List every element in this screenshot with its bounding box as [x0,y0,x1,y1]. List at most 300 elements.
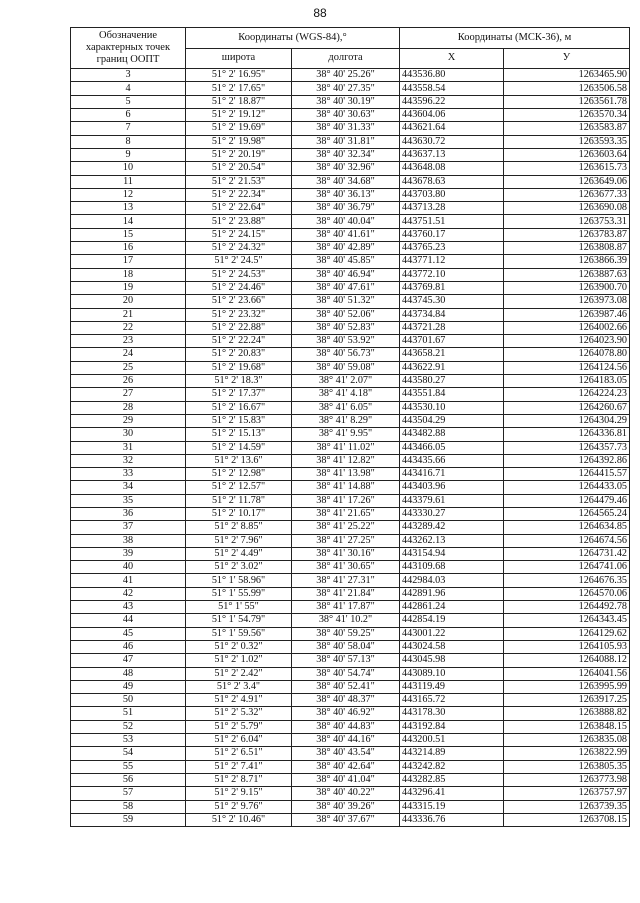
x-coordinate-cell: 443024.58 [400,640,504,653]
x-coordinate-cell: 443648.08 [400,162,504,175]
y-coordinate-cell: 1264415.57 [504,468,630,481]
x-coordinate-cell: 443658.21 [400,348,504,361]
longitude-cell: 38° 41' 13.98" [292,468,400,481]
longitude-cell: 38° 40' 40.22" [292,787,400,800]
latitude-cell: 51° 2' 5.32" [186,707,292,720]
latitude-cell: 51° 2' 6.51" [186,747,292,760]
y-coordinate-cell: 1263987.46 [504,308,630,321]
point-number-cell: 41 [71,574,186,587]
longitude-cell: 38° 40' 31.33" [292,122,400,135]
longitude-cell: 38° 40' 44.83" [292,720,400,733]
y-coordinate-cell: 1264129.62 [504,627,630,640]
point-number-cell: 21 [71,308,186,321]
table-row [71,468,630,481]
x-coordinate-cell: 443558.54 [400,82,504,95]
y-coordinate-cell: 1263465.90 [504,69,630,82]
table-row [71,255,630,268]
y-coordinate-cell: 1264078.80 [504,348,630,361]
point-number-cell: 4 [71,82,186,95]
table-row [71,69,630,82]
latitude-cell: 51° 1' 54.79" [186,614,292,627]
x-coordinate-cell: 443721.28 [400,321,504,334]
latitude-cell: 51° 2' 19.69" [186,122,292,135]
longitude-cell: 38° 41' 17.87" [292,601,400,614]
point-number-cell: 50 [71,694,186,707]
y-coordinate-cell: 1263995.99 [504,680,630,693]
x-coordinate-cell: 443200.51 [400,734,504,747]
point-number-cell: 46 [71,640,186,653]
longitude-cell: 38° 41' 27.31" [292,574,400,587]
point-number-cell: 19 [71,281,186,294]
x-coordinate-cell: 443289.42 [400,521,504,534]
y-coordinate-cell: 1263583.87 [504,122,630,135]
longitude-cell: 38° 40' 52.06" [292,308,400,321]
longitude-cell: 38° 40' 56.73" [292,348,400,361]
latitude-cell: 51° 2' 24.32" [186,242,292,255]
point-number-cell: 6 [71,109,186,122]
x-coordinate-cell: 443262.13 [400,534,504,547]
point-number-cell: 59 [71,813,186,826]
table-row [71,401,630,414]
wgs-coordinates-header: Координаты (WGS-84),° [186,28,400,49]
point-number-cell: 12 [71,188,186,201]
point-number-cell: 24 [71,348,186,361]
latitude-cell: 51° 2' 4.91" [186,694,292,707]
x-coordinate-cell: 443154.94 [400,547,504,560]
longitude-cell: 38° 41' 27.25" [292,534,400,547]
latitude-cell: 51° 2' 2.42" [186,667,292,680]
longitude-cell: 38° 40' 45.85" [292,255,400,268]
latitude-cell: 51° 2' 8.85" [186,521,292,534]
table-row [71,494,630,507]
latitude-cell: 51° 1' 55.99" [186,587,292,600]
x-coordinate-cell: 443504.29 [400,414,504,427]
y-coordinate-cell: 1263561.78 [504,95,630,108]
point-number-cell: 52 [71,720,186,733]
table-row [71,534,630,547]
latitude-cell: 51° 2' 10.17" [186,507,292,520]
y-coordinate-cell: 1263773.98 [504,773,630,786]
table-row [71,694,630,707]
x-coordinate-cell: 443751.51 [400,215,504,228]
point-number-cell: 54 [71,747,186,760]
point-number-cell: 29 [71,414,186,427]
y-coordinate-cell: 1264357.73 [504,441,630,454]
table-header [71,28,630,69]
header-row-groups [71,28,630,49]
y-coordinate-cell: 1264570.06 [504,587,630,600]
table-row [71,162,630,175]
longitude-cell: 38° 40' 59.08" [292,361,400,374]
x-coordinate-cell: 443109.68 [400,561,504,574]
longitude-cell: 38° 41' 21.65" [292,507,400,520]
table-row [71,747,630,760]
table-row [71,481,630,494]
latitude-cell: 51° 2' 18.3" [186,375,292,388]
longitude-cell: 38° 40' 51.32" [292,295,400,308]
point-number-cell: 25 [71,361,186,374]
x-coordinate-cell: 443178.30 [400,707,504,720]
table-row [71,295,630,308]
point-number-cell: 3 [71,69,186,82]
x-coordinate-cell: 443089.10 [400,667,504,680]
y-coordinate-cell: 1263603.64 [504,148,630,161]
y-coordinate-cell: 1263753.31 [504,215,630,228]
point-number-cell: 17 [71,255,186,268]
table-row [71,627,630,640]
point-number-cell: 5 [71,95,186,108]
latitude-cell: 51° 2' 18.87" [186,95,292,108]
coordinates-table [70,27,630,827]
latitude-cell: 51° 2' 5.79" [186,720,292,733]
y-coordinate-cell: 1264343.45 [504,614,630,627]
point-header-line-2: характерных точек [85,42,171,54]
y-coordinate-cell: 1264634.85 [504,521,630,534]
point-number-cell: 48 [71,667,186,680]
longitude-cell: 38° 40' 41.04" [292,773,400,786]
y-coordinate-cell: 1264565.24 [504,507,630,520]
x-coordinate-cell: 443551.84 [400,388,504,401]
table-row [71,202,630,215]
longitude-cell: 38° 40' 27.35" [292,82,400,95]
latitude-cell: 51° 2' 20.83" [186,348,292,361]
table-row [71,375,630,388]
y-coordinate-cell: 1263506.58 [504,82,630,95]
point-number-cell: 47 [71,654,186,667]
longitude-cell: 38° 41' 12.82" [292,454,400,467]
y-coordinate-cell: 1264260.67 [504,401,630,414]
latitude-cell: 51° 2' 9.15" [186,787,292,800]
y-coordinate-cell: 1264479.46 [504,494,630,507]
x-coordinate-cell: 442861.24 [400,601,504,614]
longitude-cell: 38° 40' 46.92" [292,707,400,720]
point-number-cell: 36 [71,507,186,520]
y-coordinate-cell: 1263757.97 [504,787,630,800]
latitude-cell: 51° 2' 24.15" [186,228,292,241]
longitude-cell: 38° 41' 25.22" [292,521,400,534]
longitude-cell: 38° 41' 2.07" [292,375,400,388]
x-coordinate-cell: 443734.84 [400,308,504,321]
table-row [71,680,630,693]
point-number-cell: 53 [71,734,186,747]
y-coordinate-cell: 1264023.90 [504,335,630,348]
point-number-cell: 11 [71,175,186,188]
point-number-cell: 7 [71,122,186,135]
x-coordinate-cell: 443713.28 [400,202,504,215]
x-coordinate-cell: 442891.96 [400,587,504,600]
y-coordinate-cell: 1264002.66 [504,321,630,334]
longitude-cell: 38° 41' 17.26" [292,494,400,507]
longitude-cell: 38° 40' 30.63" [292,109,400,122]
table-row [71,760,630,773]
point-number-cell: 38 [71,534,186,547]
x-coordinate-cell: 443536.80 [400,69,504,82]
point-number-cell: 9 [71,148,186,161]
latitude-cell: 51° 2' 21.53" [186,175,292,188]
longitude-cell: 38° 40' 52.41" [292,680,400,693]
table-row [71,654,630,667]
table-body [71,69,630,827]
point-header-line-1: Обозначение [98,30,158,41]
latitude-cell: 51° 2' 24.5" [186,255,292,268]
latitude-cell: 51° 2' 22.64" [186,202,292,215]
table-row [71,361,630,374]
y-coordinate-cell: 1264041.56 [504,667,630,680]
y-coordinate-cell: 1264741.06 [504,561,630,574]
y-coordinate-cell: 1263900.70 [504,281,630,294]
point-number-cell: 49 [71,680,186,693]
latitude-cell: 51° 2' 12.98" [186,468,292,481]
longitude-cell: 38° 41' 8.29" [292,414,400,427]
y-coordinate-cell: 1264392.86 [504,454,630,467]
table-row [71,734,630,747]
latitude-cell: 51° 2' 15.13" [186,428,292,441]
longitude-cell: 38° 40' 54.74" [292,667,400,680]
table-row [71,813,630,826]
longitude-cell: 38° 41' 10.2" [292,614,400,627]
table-row [71,414,630,427]
latitude-cell: 51° 2' 0.32" [186,640,292,653]
y-coordinate-cell: 1263739.35 [504,800,630,813]
y-coordinate-cell: 1264105.93 [504,640,630,653]
latitude-cell: 51° 2' 12.57" [186,481,292,494]
latitude-cell: 51° 2' 22.24" [186,335,292,348]
point-number-cell: 56 [71,773,186,786]
point-number-cell: 32 [71,454,186,467]
y-coordinate-cell: 1264088.12 [504,654,630,667]
y-coordinate-cell: 1263593.35 [504,135,630,148]
point-number-cell: 40 [71,561,186,574]
point-number-cell: 57 [71,787,186,800]
point-number-cell: 43 [71,601,186,614]
y-coordinate-cell: 1264492.78 [504,601,630,614]
longitude-cell: 38° 41' 11.02" [292,441,400,454]
point-number-cell: 8 [71,135,186,148]
latitude-cell: 51° 2' 7.41" [186,760,292,773]
longitude-cell: 38° 41' 30.16" [292,547,400,560]
point-number-cell: 35 [71,494,186,507]
latitude-cell: 51° 2' 22.34" [186,188,292,201]
longitude-cell: 38° 40' 53.92" [292,335,400,348]
latitude-cell: 51° 2' 20.19" [186,148,292,161]
point-header-line-3: границ ООПТ [96,54,160,66]
table-row [71,574,630,587]
latitude-cell: 51° 2' 16.95" [186,69,292,82]
longitude-cell: 38° 40' 44.16" [292,734,400,747]
longitude-cell: 38° 40' 42.64" [292,760,400,773]
longitude-cell: 38° 40' 58.04" [292,640,400,653]
x-coordinate-cell: 443604.06 [400,109,504,122]
x-coordinate-cell: 443379.61 [400,494,504,507]
y-coordinate-cell: 1263570.34 [504,109,630,122]
y-coordinate-cell: 1263783.87 [504,228,630,241]
table-row [71,547,630,560]
table-row [71,640,630,653]
point-number-cell: 22 [71,321,186,334]
table-row [71,787,630,800]
y-coordinate-cell: 1264224.23 [504,388,630,401]
y-coordinate-cell: 1264336.81 [504,428,630,441]
latitude-cell: 51° 2' 1.02" [186,654,292,667]
y-coordinate-cell: 1263866.39 [504,255,630,268]
latitude-cell: 51° 2' 19.12" [186,109,292,122]
latitude-cell: 51° 2' 24.46" [186,281,292,294]
point-number-cell: 18 [71,268,186,281]
longitude-cell: 38° 40' 34.68" [292,175,400,188]
table-row [71,122,630,135]
table-row [71,667,630,680]
longitude-cell: 38° 40' 57.13" [292,654,400,667]
longitude-cell: 38° 40' 36.79" [292,202,400,215]
x-coordinate-cell: 443765.23 [400,242,504,255]
y-coordinate-cell: 1263677.33 [504,188,630,201]
table-row [71,707,630,720]
table-row [71,308,630,321]
latitude-cell: 51° 2' 10.46" [186,813,292,826]
table-row [71,109,630,122]
longitude-cell: 38° 40' 32.34" [292,148,400,161]
x-coordinate-cell: 443630.72 [400,135,504,148]
point-number-cell: 30 [71,428,186,441]
longitude-cell: 38° 40' 48.37" [292,694,400,707]
point-number-cell: 34 [71,481,186,494]
longitude-cell: 38° 40' 42.89" [292,242,400,255]
y-coordinate-cell: 1263835.08 [504,734,630,747]
table-row [71,587,630,600]
point-number-cell: 51 [71,707,186,720]
table-row [71,335,630,348]
longitude-cell: 38° 40' 52.83" [292,321,400,334]
x-coordinate-cell: 443336.76 [400,813,504,826]
y-coordinate-cell: 1263615.73 [504,162,630,175]
longitude-cell: 38° 40' 37.67" [292,813,400,826]
table-row [71,614,630,627]
x-coordinate-cell: 443214.89 [400,747,504,760]
latitude-cell: 51° 2' 3.02" [186,561,292,574]
longitude-cell: 38° 41' 21.84" [292,587,400,600]
x-coordinate-cell: 443416.71 [400,468,504,481]
point-number-cell: 20 [71,295,186,308]
x-coordinate-cell: 442984.03 [400,574,504,587]
x-coordinate-cell: 443596.22 [400,95,504,108]
point-number-cell: 28 [71,401,186,414]
x-coordinate-cell: 443637.13 [400,148,504,161]
x-coordinate-cell: 443769.81 [400,281,504,294]
longitude-cell: 38° 41' 4.18" [292,388,400,401]
y-coordinate-cell: 1263690.08 [504,202,630,215]
longitude-cell: 38° 40' 36.13" [292,188,400,201]
x-coordinate-cell: 443772.10 [400,268,504,281]
longitude-cell: 38° 40' 46.94" [292,268,400,281]
y-coordinate-cell: 1264674.56 [504,534,630,547]
latitude-cell: 51° 2' 16.67" [186,401,292,414]
x-coordinate-cell: 443282.85 [400,773,504,786]
y-coordinate-cell: 1264433.05 [504,481,630,494]
table-row [71,175,630,188]
table-row [71,215,630,228]
x-coordinate-cell: 443760.17 [400,228,504,241]
table-row [71,95,630,108]
y-coordinate-cell: 1263649.06 [504,175,630,188]
table-row [71,268,630,281]
longitude-cell: 38° 40' 40.04" [292,215,400,228]
y-coordinate-cell: 1263708.15 [504,813,630,826]
x-coordinate-cell: 443701.67 [400,335,504,348]
table-row [71,82,630,95]
x-coordinate-cell: 443482.88 [400,428,504,441]
point-number-cell: 13 [71,202,186,215]
latitude-cell: 51° 2' 4.49" [186,547,292,560]
latitude-cell: 51° 2' 17.65" [186,82,292,95]
x-header: X [400,49,504,69]
latitude-cell: 51° 2' 17.37" [186,388,292,401]
table-row [71,188,630,201]
point-number-cell: 14 [71,215,186,228]
latitude-cell: 51° 1' 55" [186,601,292,614]
x-coordinate-cell: 443330.27 [400,507,504,520]
table-row [71,242,630,255]
msk-coordinates-header: Координаты (МСК-36), м [400,28,630,49]
page-number: 88 [313,6,327,20]
table-row [71,800,630,813]
x-coordinate-cell: 443435.66 [400,454,504,467]
y-coordinate-cell: 1263805.35 [504,760,630,773]
x-coordinate-cell: 443622.91 [400,361,504,374]
table-row [71,228,630,241]
x-coordinate-cell: 443403.96 [400,481,504,494]
longitude-cell: 38° 40' 39.26" [292,800,400,813]
point-number-cell: 31 [71,441,186,454]
point-number-cell: 39 [71,547,186,560]
x-coordinate-cell: 442854.19 [400,614,504,627]
point-number-cell: 55 [71,760,186,773]
table-row [71,321,630,334]
point-number-cell: 10 [71,162,186,175]
point-number-cell: 45 [71,627,186,640]
longitude-cell: 38° 40' 25.26" [292,69,400,82]
point-number-cell: 42 [71,587,186,600]
longitude-cell: 38° 40' 32.96" [292,162,400,175]
table-row [71,135,630,148]
latitude-cell: 51° 2' 8.71" [186,773,292,786]
y-coordinate-cell: 1263973.08 [504,295,630,308]
y-coordinate-cell: 1264183.05 [504,375,630,388]
x-coordinate-cell: 443771.12 [400,255,504,268]
x-coordinate-cell: 443745.30 [400,295,504,308]
point-number-cell: 33 [71,468,186,481]
point-number-cell: 58 [71,800,186,813]
x-coordinate-cell: 443119.49 [400,680,504,693]
y-coordinate-cell: 1263917.25 [504,694,630,707]
x-coordinate-cell: 443466.05 [400,441,504,454]
table-row [71,601,630,614]
y-coordinate-cell: 1264676.35 [504,574,630,587]
latitude-cell: 51° 2' 11.78" [186,494,292,507]
x-coordinate-cell: 443703.80 [400,188,504,201]
longitude-cell: 38° 40' 41.61" [292,228,400,241]
table-row [71,454,630,467]
latitude-cell: 51° 2' 9.76" [186,800,292,813]
table-row [71,720,630,733]
latitude-cell: 51° 2' 23.66" [186,295,292,308]
table-row [71,521,630,534]
longitude-cell: 38° 40' 59.25" [292,627,400,640]
latitude-cell: 51° 2' 23.32" [186,308,292,321]
y-coordinate-cell: 1263888.82 [504,707,630,720]
latitude-cell: 51° 2' 19.98" [186,135,292,148]
table-row [71,281,630,294]
latitude-cell: 51° 2' 24.53" [186,268,292,281]
